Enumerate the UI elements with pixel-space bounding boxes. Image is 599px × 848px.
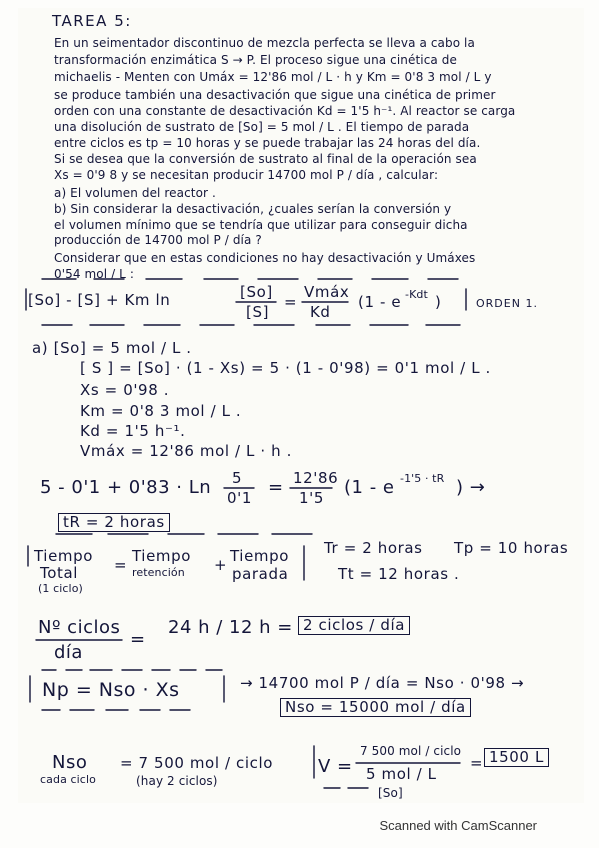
solution-line: Xs = 0'98 . <box>80 381 170 399</box>
nso-per-cycle-note: (hay 2 ciclos) <box>136 774 218 788</box>
residence-time-result: tR = 2 horas <box>58 513 170 532</box>
equation-equals: = <box>284 293 298 311</box>
solution-line: a) [So] = 5 mol / L . <box>32 339 192 357</box>
calc-frac-denominator: 0'1 <box>227 489 253 507</box>
total-time-total: Total <box>40 564 79 582</box>
calc-equals: = <box>268 477 284 498</box>
equation-vmax: Vmáx <box>304 283 350 301</box>
cycles-numerator: Nº ciclos <box>38 617 121 638</box>
statement-line: entre ciclos es tp = 10 horas y se puede trabajar las 24 horas del día. <box>54 136 481 150</box>
volume-lhs: V = <box>318 756 353 777</box>
volume-equals: = <box>470 754 484 772</box>
retention-time-value: Tr = 2 horas <box>324 539 423 557</box>
volume-note: [So] <box>378 786 403 800</box>
scanner-watermark <box>0 818 599 833</box>
nso-per-cycle-value: = 7 500 mol / ciclo <box>120 754 273 772</box>
statement-line: Xs = 0'9 8 y se necesitan producir 14700 mol P / día , calcular: <box>54 168 439 182</box>
cycles-denominator: día <box>54 642 83 663</box>
plus-sign: + <box>214 556 228 574</box>
calc-lhs: 5 - 0'1 + 0'83 · Ln <box>40 477 212 498</box>
equation-frac-denominator: [S] <box>246 303 270 321</box>
statement-line: Si se desea que la conversión de sustrato al final de la operación sea <box>54 152 477 166</box>
volume-numerator: 7 500 mol / ciclo <box>360 744 462 758</box>
statement-line: a) El volumen del reactor . <box>54 186 216 200</box>
statement-line: Considerar que en estas condiciones no hay desactivación y Umáxes <box>54 251 476 265</box>
stop-time-label: parada <box>232 565 289 583</box>
pen-strokes <box>18 8 584 803</box>
scanner-watermark-text: Scanned with CamScanner <box>379 818 537 833</box>
substrate-flow-result: Nso = 15000 mol / día <box>280 698 471 717</box>
total-time-value: Tt = 12 horas . <box>338 565 460 583</box>
retention-time-label: retención <box>132 566 185 579</box>
statement-line: orden con una constante de desactivación Kd = 1'5 h⁻¹. Al reactor se carga <box>54 104 516 118</box>
nso-per-cycle-symbol: Nso <box>52 752 88 773</box>
handwritten-sheet <box>18 8 584 803</box>
statement-line: En un seimentador discontinuo de mezcla perfecta se lleva a cabo la <box>54 36 475 50</box>
production-formula: Np = Nso · Xs <box>42 679 180 701</box>
statement-line: se produce también una desactivación que sigue una cinética de primer <box>54 88 496 102</box>
nso-per-cycle-label: cada ciclo <box>40 773 96 786</box>
statement-line: el volumen mínimo que se tendría que utilizar para conseguir dicha <box>54 218 468 232</box>
statement-line: producción de 14700 mol P / día ? <box>54 233 262 247</box>
total-time-cycle: (1 ciclo) <box>38 582 83 595</box>
order-label: ORDEN 1. <box>476 297 538 310</box>
calc-exponent: -1'5 · tR <box>400 472 445 485</box>
equation-exponent: -Kdt <box>405 288 428 301</box>
equation-lhs: [So] - [S] + Km ln <box>28 291 171 309</box>
equation-kd: Kd <box>310 303 331 321</box>
solution-line: Kd = 1'5 h⁻¹. <box>80 422 186 440</box>
solution-line: Vmáx = 12'86 mol / L · h . <box>80 442 292 460</box>
solution-line: Km = 0'8 3 mol / L . <box>80 402 242 420</box>
calc-vmax: 12'86 <box>293 469 339 487</box>
calc-rhs: (1 - e <box>344 477 395 498</box>
calc-kd: 1'5 <box>299 489 325 507</box>
equation-frac-numerator: [So] <box>240 283 273 301</box>
total-time-equals: = <box>114 556 128 574</box>
cycles-equals: = <box>130 629 146 650</box>
retention-time-word: Tiempo <box>132 547 192 565</box>
statement-line: michaelis - Menten con Umáx = 12'86 mol / L · h y Km = 0'8 3 mol / L y <box>54 70 492 84</box>
calc-close: ) → <box>456 477 486 498</box>
cycles-result: 2 ciclos / día <box>298 616 410 635</box>
calc-frac-numerator: 5 <box>232 469 243 487</box>
production-substitution: → 14700 mol P / día = Nso · 0'98 → <box>240 674 525 692</box>
volume-denominator: 5 mol / L <box>366 765 437 783</box>
stop-time-value: Tp = 10 horas <box>454 539 569 557</box>
statement-line: una disolución de sustrato de [So] = 5 mol / L . El tiempo de parada <box>54 120 470 134</box>
statement-line: b) Sin considerar la desactivación, ¿cuales serían la conversión y <box>54 202 452 216</box>
total-time-word: Tiempo <box>34 547 94 565</box>
stop-time-word: Tiempo <box>230 547 290 565</box>
statement-line: transformación enzimática S → P. El proceso sigue una cinética de <box>54 53 457 67</box>
volume-result: 1500 L <box>484 748 549 767</box>
equation-close: ) <box>435 293 442 311</box>
equation-rhs: (1 - e <box>358 293 402 311</box>
statement-line: 0'54 mol / L : <box>54 267 134 281</box>
solution-line: [ S ] = [So] · (1 - Xs) = 5 · (1 - 0'98) = 0'1 mol / L . <box>80 359 491 377</box>
assignment-title: TAREA 5: <box>52 12 132 30</box>
cycles-expression: 24 h / 12 h = <box>168 617 293 638</box>
